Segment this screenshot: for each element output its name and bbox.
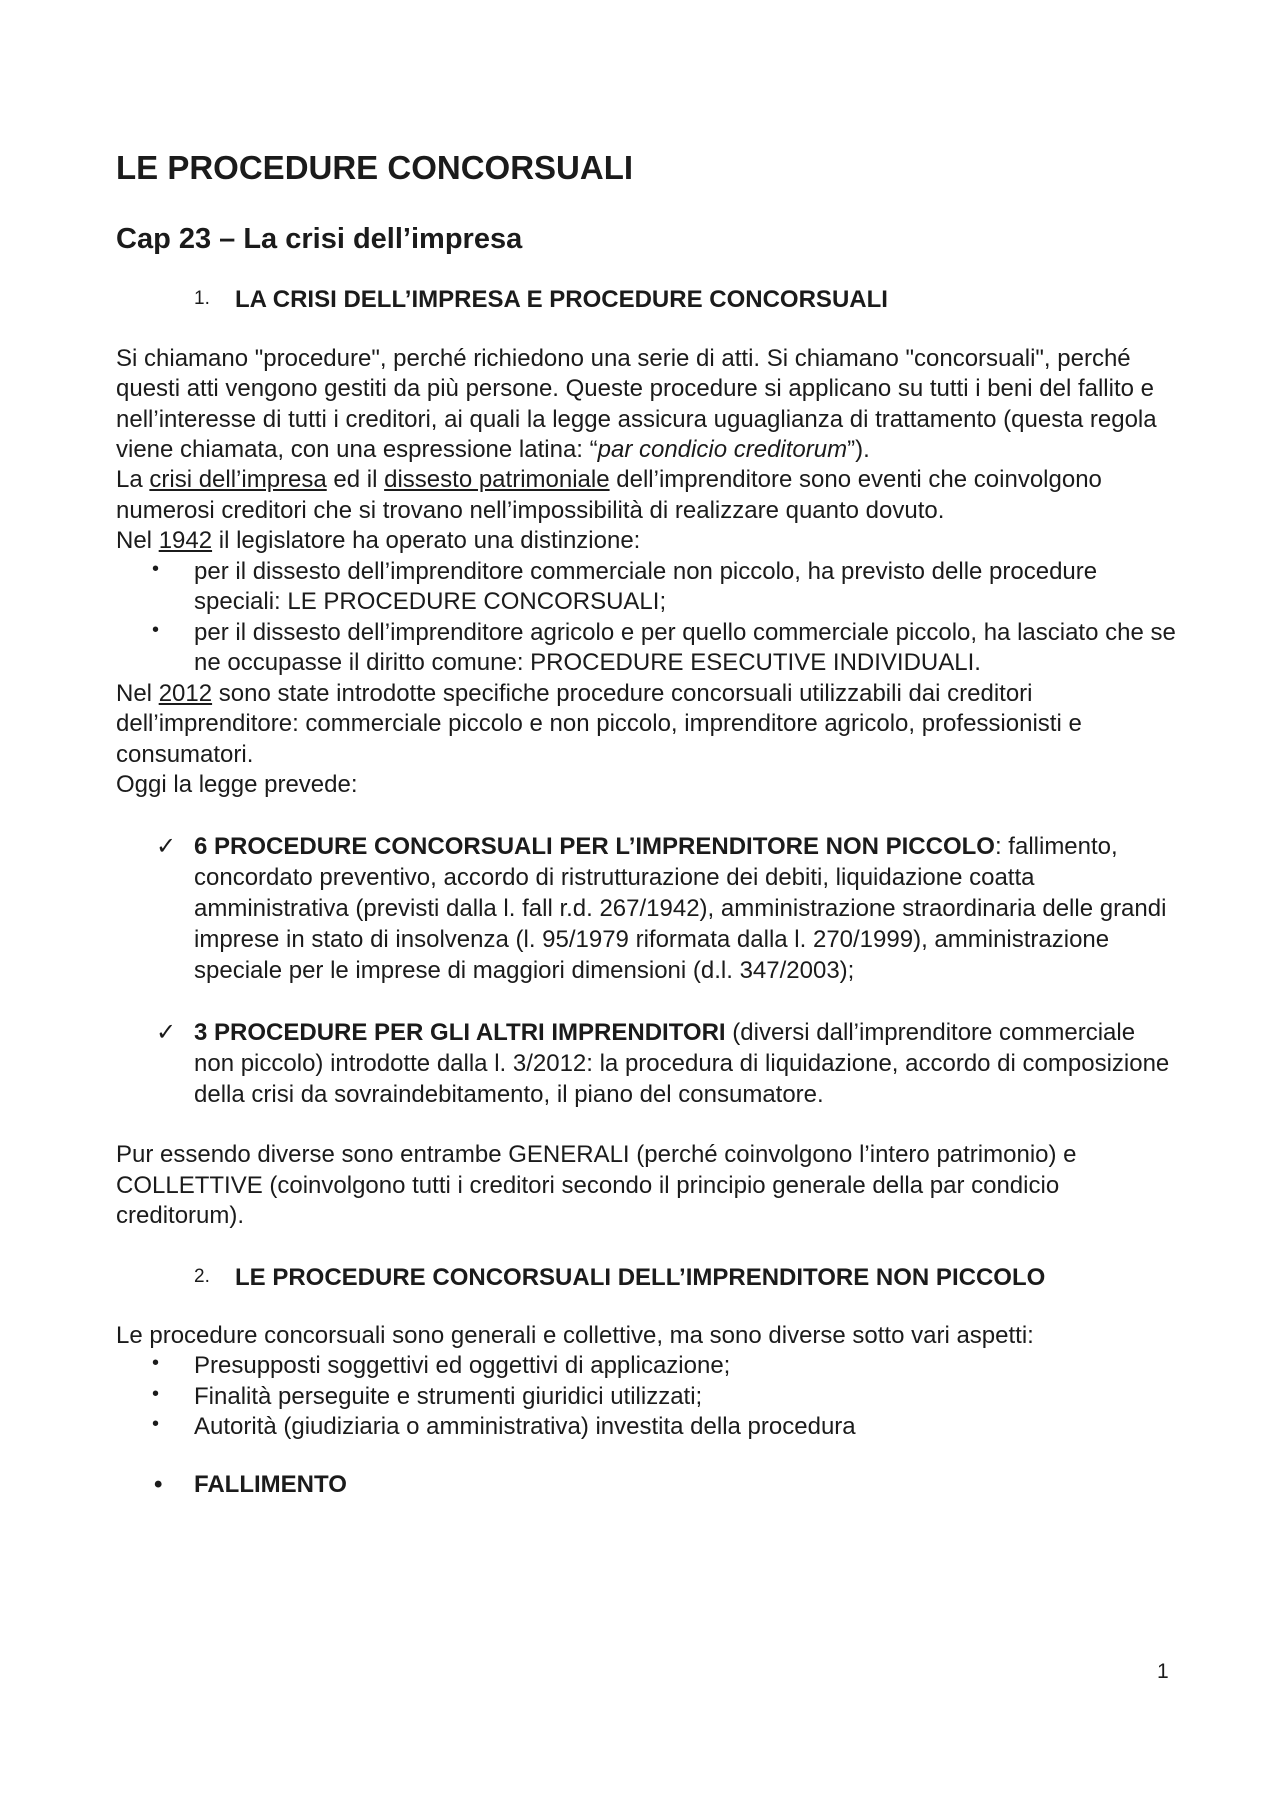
- paragraph-intro-text: Si chiamano "procedure", perché richiedono una serie di atti. Si chiamano "concorsuali", perché questi atti vengono gestiti da più persone. Queste procedure si applicano su tutti i beni del fallito e nell’interesse di tutti i creditori, ai quali la legge assicura uguaglianza di trattamento (questa regola viene chiamata, con una espressione latina: “: [116, 344, 1157, 463]
- page-number: 1: [1157, 1660, 1169, 1683]
- paragraph-intro: [116, 344, 1176, 466]
- paragraph-generali: Pur essendo diverse sono entrambe GENERALI (perché coinvolgono l’intero patrimonio) e COLLETTIVE (coinvolgono tutti i creditori secondo il principio generale della par condicio creditorum).: [116, 1141, 1077, 1230]
- bullet-list-aspetti: [116, 1351, 1176, 1442]
- section-1-title: LA CRISI DELL’IMPRESA E PROCEDURE CONCORSUALI: [235, 286, 888, 314]
- list-item: [116, 557, 1176, 618]
- bullet-icon: •: [154, 1470, 163, 1498]
- section-2-heading: [194, 1262, 1176, 1293]
- section-2-number: 2.: [194, 1265, 210, 1287]
- bullet-icon: •: [152, 557, 160, 580]
- text-fragment: Nel: [116, 527, 159, 555]
- paragraph-crisi: [116, 465, 1176, 526]
- text-fragment: dell’imprenditore sono eventi che coinvolgono numerosi creditori che si trovano nell’impossibilità di realizzare quanto dovuto.: [116, 466, 1102, 524]
- list-item-text: per il dissesto dell’imprenditore agricolo e per quello commerciale piccolo, ha lasciato che se ne occupasse il diritto comune: PROCEDURE ESECUTIVE INDIVIDUALI.: [194, 618, 1176, 677]
- section-1-number: 1.: [194, 288, 210, 310]
- check-item-title: 6 PROCEDURE CONCORSUALI PER L’IMPRENDITORE NON PICCOLO: [194, 832, 995, 860]
- text-fragment: ed il: [326, 466, 385, 494]
- underlined-year-1942: 1942: [158, 527, 213, 555]
- section-1-heading: [194, 284, 1176, 315]
- document-title: LE PROCEDURE CONCORSUALI: [116, 149, 634, 186]
- list-item: [116, 1351, 1176, 1381]
- check-item-title: 3 PROCEDURE PER GLI ALTRI IMPRENDITORI: [194, 1018, 726, 1046]
- bullet-icon: •: [152, 1413, 160, 1436]
- text-fragment: Nel: [116, 679, 159, 707]
- check-item-text: (diversi dall’imprenditore commerciale non piccolo) introdotte dalla l. 3/2012: la procedura di liquidazione, accordo di composizione della crisi da sovraindebitamento, il piano del consumatore.: [194, 1018, 1170, 1108]
- bullet-icon: •: [152, 1352, 160, 1375]
- bullet-icon: •: [152, 1382, 160, 1405]
- paragraph-1942: [116, 526, 1176, 556]
- checkmark-icon: ✓: [156, 832, 177, 860]
- list-item-text: per il dissesto dell’imprenditore commerciale non piccolo, ha previsto delle procedure speciali: LE PROCEDURE CONCORSUALI;: [194, 557, 1098, 616]
- check-item-non-piccolo: [116, 831, 1176, 987]
- list-item: [116, 618, 1176, 679]
- checkmark-icon: ✓: [156, 1018, 177, 1046]
- list-item-text: Presupposti soggettivi ed oggettivi di applicazione;: [194, 1352, 731, 1380]
- text-fragment: sono state introdotte specifiche procedure concorsuali utilizzabili dai creditori dell’imprenditore: commerciale piccolo e non piccolo, imprenditore agricolo, professionisti e consumatori.: [116, 679, 1082, 768]
- paragraph-aspetti: Le procedure concorsuali sono generali e collettive, ma sono diverse sotto vari aspetti:: [116, 1321, 1034, 1349]
- underlined-crisi: crisi dell’impresa: [149, 466, 327, 494]
- bullet-list-1942: [116, 557, 1176, 679]
- list-item-text: Finalità perseguite e strumenti giuridici utilizzati;: [194, 1382, 703, 1410]
- underlined-year-2012: 2012: [158, 679, 213, 707]
- list-item: [116, 1412, 1176, 1442]
- latin-phrase: par condicio creditorum: [597, 435, 848, 463]
- list-item: [116, 1382, 1176, 1412]
- paragraph-oggi: Oggi la legge prevede:: [116, 771, 358, 799]
- document-body: [116, 148, 1176, 1500]
- paragraph-2012: [116, 679, 1176, 770]
- text-fragment: il legislatore ha operato una distinzione:: [212, 527, 641, 555]
- fallimento-title: FALLIMENTO: [194, 1470, 347, 1498]
- chapter-heading: Cap 23 – La crisi dell’impresa: [116, 222, 523, 255]
- fallimento-heading: [116, 1469, 1176, 1500]
- underlined-dissesto: dissesto patrimoniale: [384, 466, 610, 494]
- check-item-altri: [116, 1017, 1176, 1111]
- paragraph-intro-end: ”).: [847, 435, 870, 463]
- text-fragment: La: [116, 466, 150, 494]
- bullet-icon: •: [152, 618, 160, 641]
- section-2-title: LE PROCEDURE CONCORSUALI DELL’IMPRENDITORE NON PICCOLO: [235, 1263, 1046, 1291]
- check-item-text: : fallimento, concordato preventivo, accordo di ristrutturazione dei debiti, liquidazione coatta amministrativa (previsti dalla l. fall r.d. 267/1942), amministrazione straordinaria delle grandi imprese in stato di insolvenza (l. 95/1979 riformata dalla l. 270/1999), amministrazione speciale per le imprese di maggiori dimensioni (d.l. 347/2003);: [194, 832, 1167, 985]
- list-item-text: Autorità (giudiziaria o amministrativa) investita della procedura: [194, 1413, 856, 1441]
